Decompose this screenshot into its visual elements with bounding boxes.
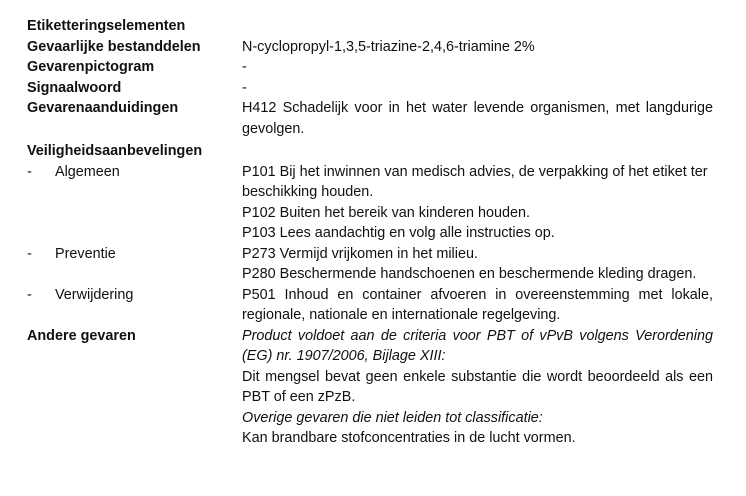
label-elements-section <box>27 16 713 449</box>
general-sub-label <box>27 162 242 183</box>
hazardous-components-label: Gevaarlijke bestanddelen <box>27 38 201 55</box>
p280-statement: P280 Beschermende handschoenen en beschermende kleding dragen. <box>242 266 697 282</box>
row-precaution-general <box>27 162 713 244</box>
row-hazard-pictogram <box>27 57 713 78</box>
precautionary-label: Veiligheidsaanbevelingen <box>27 143 203 159</box>
p101-statement: P101 Bij het inwinnen van medisch advies, de verpakking of het etiket ter beschikking houden. <box>242 163 708 200</box>
other-hazards-text: Kan brandbare stofconcentraties in de lucht vormen. <box>242 430 576 446</box>
disposal-dash: - <box>27 286 32 303</box>
disposal-values <box>242 285 713 326</box>
p103-statement: P103 Lees aandachtig en volg alle instructies op. <box>242 225 555 241</box>
pbt-text: Dit mengsel bevat geen enkele substantie die wordt beoordeeld als een PBT of een zPzB. <box>242 368 713 405</box>
disposal-sub-label <box>27 285 242 306</box>
row-other-hazards <box>27 326 713 449</box>
prevention-values <box>242 244 713 285</box>
hazard-statements-value: H412 Schadelijk voor in het water levende organismen, met langdurige gevolgen. <box>242 100 713 137</box>
general-label: Algemeen <box>55 163 120 180</box>
p501-statement: P501 Inhoud en container afvoeren in overeenstemming met lokale, regionale, nationale en internationale regelgeving. <box>242 286 713 323</box>
hazard-statements-label: Gevarenaanduidingen <box>27 100 179 116</box>
signal-word-label: Signaalwoord <box>27 79 122 96</box>
prevention-dash: - <box>27 245 32 262</box>
hazardous-components-value: N-cyclopropyl-1,3,5-triazine-2,4,6-triamine 2% <box>242 38 535 55</box>
row-hazardous-components <box>27 37 713 58</box>
prevention-sub-label <box>27 244 242 265</box>
pbt-heading: Product voldoet aan de criteria voor PBT of vPvB volgens Verordening (EG) nr. 1907/2006, Bijlage XIII: <box>242 327 713 364</box>
other-hazards-heading: Overige gevaren die niet leiden tot classificatie: <box>242 409 543 426</box>
row-precaution-prevention <box>27 244 713 285</box>
row-hazard-statements <box>27 98 713 139</box>
disposal-label: Verwijdering <box>55 286 134 303</box>
general-dash: - <box>27 163 32 180</box>
general-values <box>242 162 713 244</box>
hazard-pictogram-label: Gevarenpictogram <box>27 59 155 75</box>
p102-statement: P102 Buiten het bereik van kinderen houden. <box>242 204 531 221</box>
section-title: Etiketteringselementen <box>27 18 186 34</box>
row-signal-word <box>27 78 713 99</box>
other-hazards-values <box>242 326 713 449</box>
p273-statement: P273 Vermijd vrijkomen in het milieu. <box>242 245 478 262</box>
other-hazards-label: Andere gevaren <box>27 327 136 344</box>
row-precaution-disposal <box>27 285 713 326</box>
prevention-label: Preventie <box>55 245 116 262</box>
signal-word-value: - <box>242 79 247 96</box>
hazard-pictogram-value: - <box>242 59 247 75</box>
